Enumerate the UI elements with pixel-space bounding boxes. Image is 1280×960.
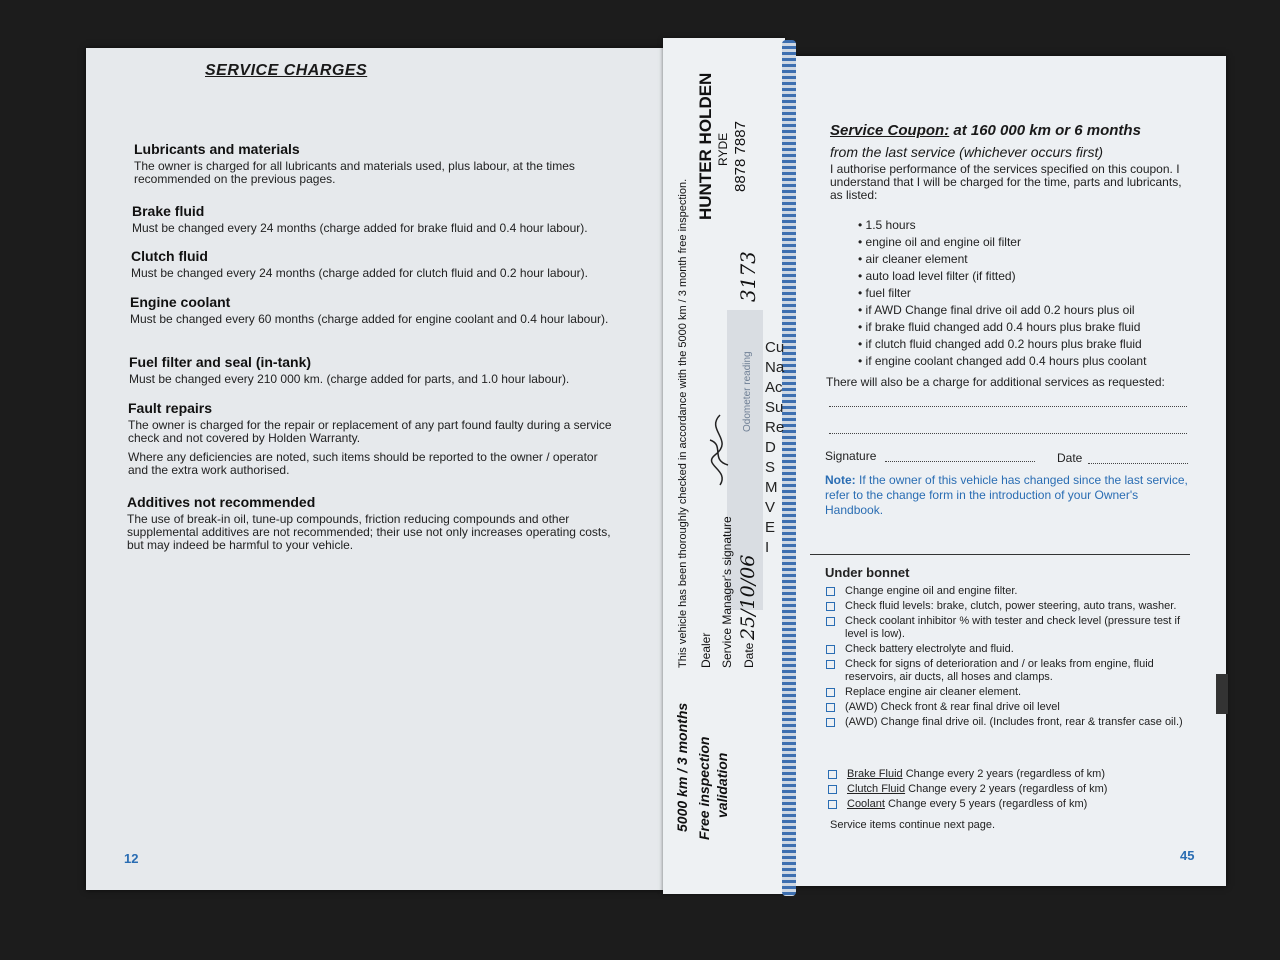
checkbox-icon[interactable] <box>826 718 835 727</box>
checklist-item[interactable]: Clutch Fluid Change every 2 years (regardless of km) <box>828 783 1168 796</box>
section-fault-repairs <box>128 400 612 477</box>
section-text: Must be changed every 24 months (charge added for clutch fluid and 0.2 hour labour). <box>131 266 588 280</box>
checkbox-icon[interactable] <box>828 785 837 794</box>
section-additives <box>127 494 612 552</box>
slip-dealer-label: Dealer <box>699 632 713 668</box>
checkbox-icon[interactable] <box>826 703 835 712</box>
slip-partial-letters: Cu Na Ac Su Re D S M V E I <box>765 339 785 556</box>
note-text: If the owner of this vehicle has changed since the last service, refer to the change form in the introduction of your Owner's Handbook. <box>825 473 1188 517</box>
page-number-right: 45 <box>1180 848 1195 863</box>
section-heading: Clutch fluid <box>131 248 208 264</box>
section-divider <box>810 554 1190 555</box>
additional-services-line-1[interactable] <box>829 405 1187 407</box>
checklist-item[interactable]: Check coolant inhibitor % with tester and check level (pressure test if level is low). <box>826 615 1192 641</box>
checkbox-icon[interactable] <box>826 602 835 611</box>
section-heading: Engine coolant <box>130 294 231 310</box>
authorise-text: I authorise performance of the services specified on this coupon. I understand that I will be charged for the time, parts and lubricants, as listed: <box>830 162 1182 202</box>
section-brake-fluid <box>132 203 612 235</box>
slip-dealer-phone: 8878 7887 <box>732 121 749 192</box>
section-text: The owner is charged for the repair or replacement of any part found faulty during a service check and not covered by Holden Warranty. <box>128 418 612 445</box>
list-item: • fuel filter <box>858 286 911 300</box>
checklist-item[interactable]: Replace engine air cleaner element. <box>826 686 1192 699</box>
section-heading: Fault repairs <box>128 400 213 416</box>
checklist-item[interactable]: Check battery electrolyte and fluid. <box>826 643 1192 656</box>
list-item: • if engine coolant changed add 0.4 hours plus coolant <box>858 354 1147 368</box>
checklist-item[interactable]: (AWD) Check front & rear final drive oil level <box>826 701 1192 714</box>
checkbox-icon[interactable] <box>826 645 835 654</box>
checklist-item[interactable]: Coolant Change every 5 years (regardless of km) <box>828 798 1168 811</box>
date-field[interactable] <box>1088 462 1188 464</box>
checkbox-icon[interactable] <box>826 617 835 626</box>
section-heading: Brake fluid <box>132 203 205 219</box>
slip-odometer-value: 3173 <box>736 251 760 302</box>
date-label: Date <box>1057 451 1083 465</box>
list-item: • auto load level filter (if fitted) <box>858 269 1016 283</box>
section-text: The owner is charged for all lubricants and materials used, plus labour, at the times recommended on the previous pages. <box>134 159 575 186</box>
slip-dealer-sub: RYDE <box>716 132 730 166</box>
signature-field[interactable] <box>885 460 1035 462</box>
slip-heading-1: 5000 km / 3 months <box>674 702 690 832</box>
coupon-title-label: Service Coupon: <box>830 122 950 139</box>
continue-text: Service items continue next page. <box>830 819 996 831</box>
additional-services-line-2[interactable] <box>829 432 1187 434</box>
section-text: Must be changed every 60 months (charge added for engine coolant and 0.4 hour labour). <box>130 312 609 326</box>
list-item: • air cleaner element <box>858 252 968 266</box>
signature-label: Signature <box>825 449 877 463</box>
section-text: The use of break-in oil, tune-up compounds, friction reducing compounds and other supplemental additives are not recommended; their use not only increases operating costs, but may indeed be harmful to your vehicle. <box>127 512 611 552</box>
section-text: Must be changed every 210 000 km. (charge added for parts, and 1.0 hour labour). <box>129 372 570 386</box>
checkbox-icon[interactable] <box>828 770 837 779</box>
section-text-2: Where any deficiencies are noted, such items should be reported to the owner / operator and the extra work authorised. <box>128 450 598 477</box>
under-bonnet-checklist <box>826 585 1192 731</box>
list-item: • if brake fluid changed add 0.4 hours plus brake fluid <box>858 320 1141 334</box>
slip-statement: This vehicle has been thoroughly checked in accordance with the 5000 km / 3 month free inspection. <box>677 178 689 668</box>
checklist-item[interactable]: Check fluid levels: brake, clutch, power steering, auto trans, washer. <box>826 600 1192 613</box>
checklist-item[interactable]: Check for signs of deterioration and / or leaks from engine, fluid reservoirs, air ducts, all hoses and clamps. <box>826 658 1192 684</box>
slip-date-label: Date <box>742 642 756 668</box>
slip-heading-2: Free inspection <box>696 736 712 840</box>
page-title: SERVICE CHARGES <box>205 62 368 79</box>
slip-dealer-stamp: HUNTER HOLDEN <box>696 72 715 220</box>
list-item: • if AWD Change final drive oil add 0.2 hours plus oil <box>858 303 1135 317</box>
slip-date-value: 25/10/06 <box>737 554 759 640</box>
list-item: • if clutch fluid changed add 0.2 hours plus brake fluid <box>858 337 1142 351</box>
coupon-title-interval: at 160 000 km or 6 months <box>949 122 1141 139</box>
slip-signature-label: Service Manager's signature <box>720 516 734 668</box>
section-tab-marker <box>1216 674 1228 714</box>
coupon-title <box>830 122 1141 139</box>
coupon-subtitle: from the last service (whichever occurs first) <box>830 144 1104 160</box>
slip-heading-3: validation <box>714 752 730 818</box>
section-lubricants <box>134 141 612 186</box>
section-heading: Lubricants and materials <box>134 141 300 157</box>
section-text: Must be changed every 24 months (charge added for brake fluid and 0.4 hour labour). <box>132 221 588 235</box>
list-item: • engine oil and engine oil filter <box>858 235 1021 249</box>
signature-scribble <box>700 410 740 490</box>
page-number-left: 12 <box>124 851 139 866</box>
owner-change-note <box>825 473 1195 518</box>
under-bonnet-heading: Under bonnet <box>825 565 910 580</box>
section-engine-coolant <box>130 294 612 326</box>
list-item: • 1.5 hours <box>858 218 916 232</box>
section-fuel-filter <box>129 354 612 386</box>
note-label: Note: <box>825 473 856 487</box>
section-clutch-fluid <box>131 248 612 280</box>
additional-services-text: There will also be a charge for additional services as requested: <box>826 375 1165 389</box>
section-heading: Additives not recommended <box>127 494 316 510</box>
slip-odometer-label: Odometer reading <box>742 351 753 432</box>
checklist-item[interactable]: (AWD) Change final drive oil. (Includes front, rear & transfer case oil.) <box>826 716 1192 729</box>
checklist-item[interactable]: Change engine oil and engine filter. <box>826 585 1192 598</box>
checkbox-icon[interactable] <box>826 660 835 669</box>
section-heading: Fuel filter and seal (in-tank) <box>129 354 312 370</box>
checkbox-icon[interactable] <box>826 688 835 697</box>
checkbox-icon[interactable] <box>828 800 837 809</box>
checklist-item[interactable]: Brake Fluid Change every 2 years (regardless of km) <box>828 768 1168 781</box>
service-bullet-list <box>858 217 1146 370</box>
checkbox-icon[interactable] <box>826 587 835 596</box>
fluid-change-checklist <box>828 768 1168 813</box>
